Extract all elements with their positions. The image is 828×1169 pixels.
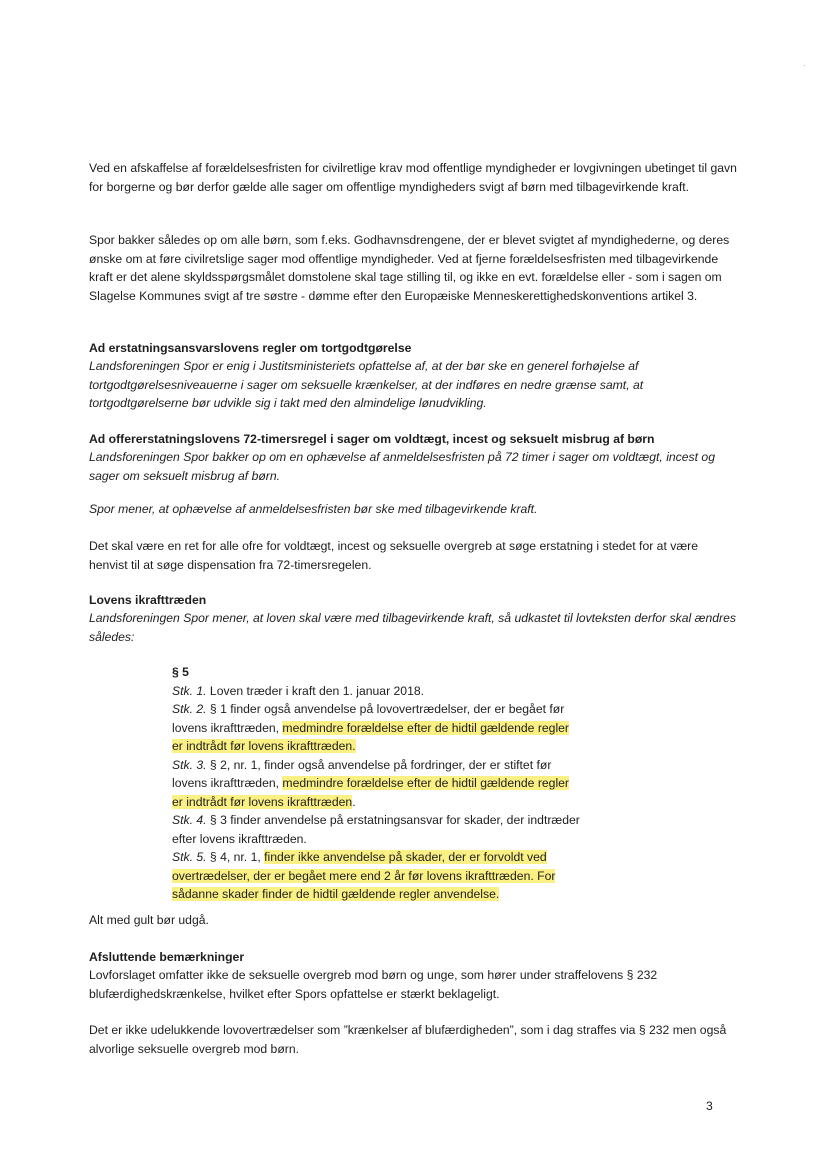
- stk-1: [172, 682, 632, 701]
- highlighted-text: medmindre forældelse efter de hidtil gældende regler: [282, 776, 569, 790]
- paragraph-forældelsesfrist: Ved en afskaffelse af forældelsesfristen for civilretlige krav mod offentlige myndigheder er lovgivningen ubetinget til gavn for borgerne og bør derfor gælde alle sager om offentlige myndigheders svigt af børn med tilbagevirkende kraft.: [89, 161, 737, 194]
- highlighted-text: overtrædelser, der er begået mere end 2 år før lovens ikrafttræden. For: [172, 868, 556, 883]
- paragraph-krænkelser: Det er ikke udelukkende lovovertrædelser som ”krænkelser af blufærdigheden”, som i dag straffes via § 232 men også alvorlige seksuelle overgreb mod børn.: [89, 1023, 727, 1056]
- paragraph-tortgodtgørelse: Landsforeningen Spor er enig i Justitsministeriets opfattelse af, at der bør ske en generel forhøjelse af tortgodtgørelsesniveauerne i sager om seksuelle krænkelser, at der indføres en nedre grænse samt, at tortgodtgørelserne bør udvikle sig i takt med den almindelige lønudvikling.: [89, 359, 644, 410]
- scan-mark: ·: [803, 61, 806, 70]
- stk-text: § 4, nr. 1,: [206, 850, 265, 864]
- highlighted-text: sådanne skader finder de hidtil gældende regler anvendelse.: [172, 887, 500, 901]
- stk-3-line-3: [172, 793, 632, 812]
- stk-text: § 1 finder også anvendelse på lovovertrædelser, der er begået før: [206, 702, 565, 716]
- stk-3-line-1: [172, 756, 632, 775]
- stk-4-line-1: [172, 811, 632, 830]
- heading-ikrafttræden: Lovens ikrafttræden: [89, 593, 207, 607]
- paragraph-straffeloven-232: Lovforslaget omfatter ikke de seksuelle overgreb mod børn og unge, som hører under straffelovens § 232 blufærdighedskrænkelse, hvilket efter Spors opfattelse er stærkt beklageligt.: [89, 968, 658, 1001]
- stk-text: § 2, nr. 1, finder også anvendelse på fordringer, der er stiftet før: [206, 757, 552, 772]
- stk-label: Stk. 3.: [172, 757, 207, 772]
- stk-5-line-2: [172, 867, 632, 886]
- stk-5-line-3: [172, 885, 632, 904]
- highlighted-text: er indtrådt før lovens ikrafttræden: [172, 794, 353, 809]
- stk-text: lovens ikrafttræden,: [172, 720, 283, 735]
- stk-text: Loven træder i kraft den 1. januar 2018.: [206, 683, 425, 698]
- stk-label: Stk. 1.: [172, 683, 207, 698]
- stk-text: .: [352, 794, 356, 809]
- heading-offererstatning: Ad offererstatningslovens 72-timersregel i sager om voldtægt, incest og seksuelt misbrug af børn: [89, 432, 655, 446]
- heading-erstatningsansvar: Ad erstatningsansvarslovens regler om tortgodtgørelse: [89, 341, 412, 355]
- note-gult-udgår: Alt med gult bør udgå.: [89, 913, 209, 927]
- paragraph-anmeldelsesfrist: Landsforeningen Spor bakker op om en ophævelse af anmeldelsesfristen på 72 timer i sager om voldtægt, incest og sager om seksuelt misbrug af børn.: [89, 450, 715, 483]
- highlighted-text: er indtrådt før lovens ikrafttræden.: [172, 739, 356, 753]
- paragraph-ret-til-erstatning: Det skal være en ret for alle ofre for voldtægt, incest og seksuelle overgreb at søge erstatning i stedet for at være henvist til at søge dispensation fra 72-timersregelen.: [89, 539, 698, 572]
- stk-2-line-1: [172, 700, 632, 719]
- stk-text: § 3 finder anvendelse på erstatningsansvar for skader, der indtræder: [206, 813, 580, 827]
- stk-2-line-2: [172, 719, 632, 738]
- paragraph-tilbagevirkende: Spor mener, at ophævelse af anmeldelsesfristen bør ske med tilbagevirkende kraft.: [89, 502, 538, 516]
- stk-text: lovens ikrafttræden,: [172, 776, 283, 790]
- page-number: 3: [706, 1099, 713, 1113]
- stk-2-line-3: [172, 737, 632, 756]
- stk-5-line-1: [172, 848, 632, 867]
- stk-label: Stk. 4.: [172, 813, 207, 827]
- highlighted-text: finder ikke anvendelse på skader, der er forvoldt ved: [264, 850, 547, 864]
- stk-label: Stk. 5.: [172, 850, 207, 864]
- highlighted-text: medmindre forældelse efter de hidtil gældende regler: [282, 720, 569, 735]
- stk-3-line-2: [172, 774, 632, 793]
- heading-afsluttende: Afsluttende bemærkninger: [89, 950, 245, 964]
- section-title: § 5: [172, 665, 189, 679]
- stk-4-line-2: efter lovens ikrafttræden.: [172, 831, 307, 846]
- stk-label: Stk. 2.: [172, 702, 207, 716]
- paragraph-lovtekst-ændres: Landsforeningen Spor mener, at loven skal være med tilbagevirkende kraft, så udkastet til lovteksten derfor skal ændres således:: [89, 611, 736, 644]
- paragraph-spor-bakker-op: Spor bakker således op om alle børn, som f.eks. Godhavnsdrengene, der er blevet svigtet af myndighederne, og deres ønske om at føre civilretslige sager mod offentlige myndigheder. Ved at fjerne forældelsesfristen med tilbagevirkende kraft er det alene skyldsspørgsmålet domstolene skal tage stilling til, og ikke en evt. forældelse eller - som i sagen om Slagelse Kommunes svigt af tre søstre - dømme efter den Europæiske Menneskerettighedskonventions artikel 3.: [89, 233, 730, 303]
- law-section-5: [172, 663, 632, 904]
